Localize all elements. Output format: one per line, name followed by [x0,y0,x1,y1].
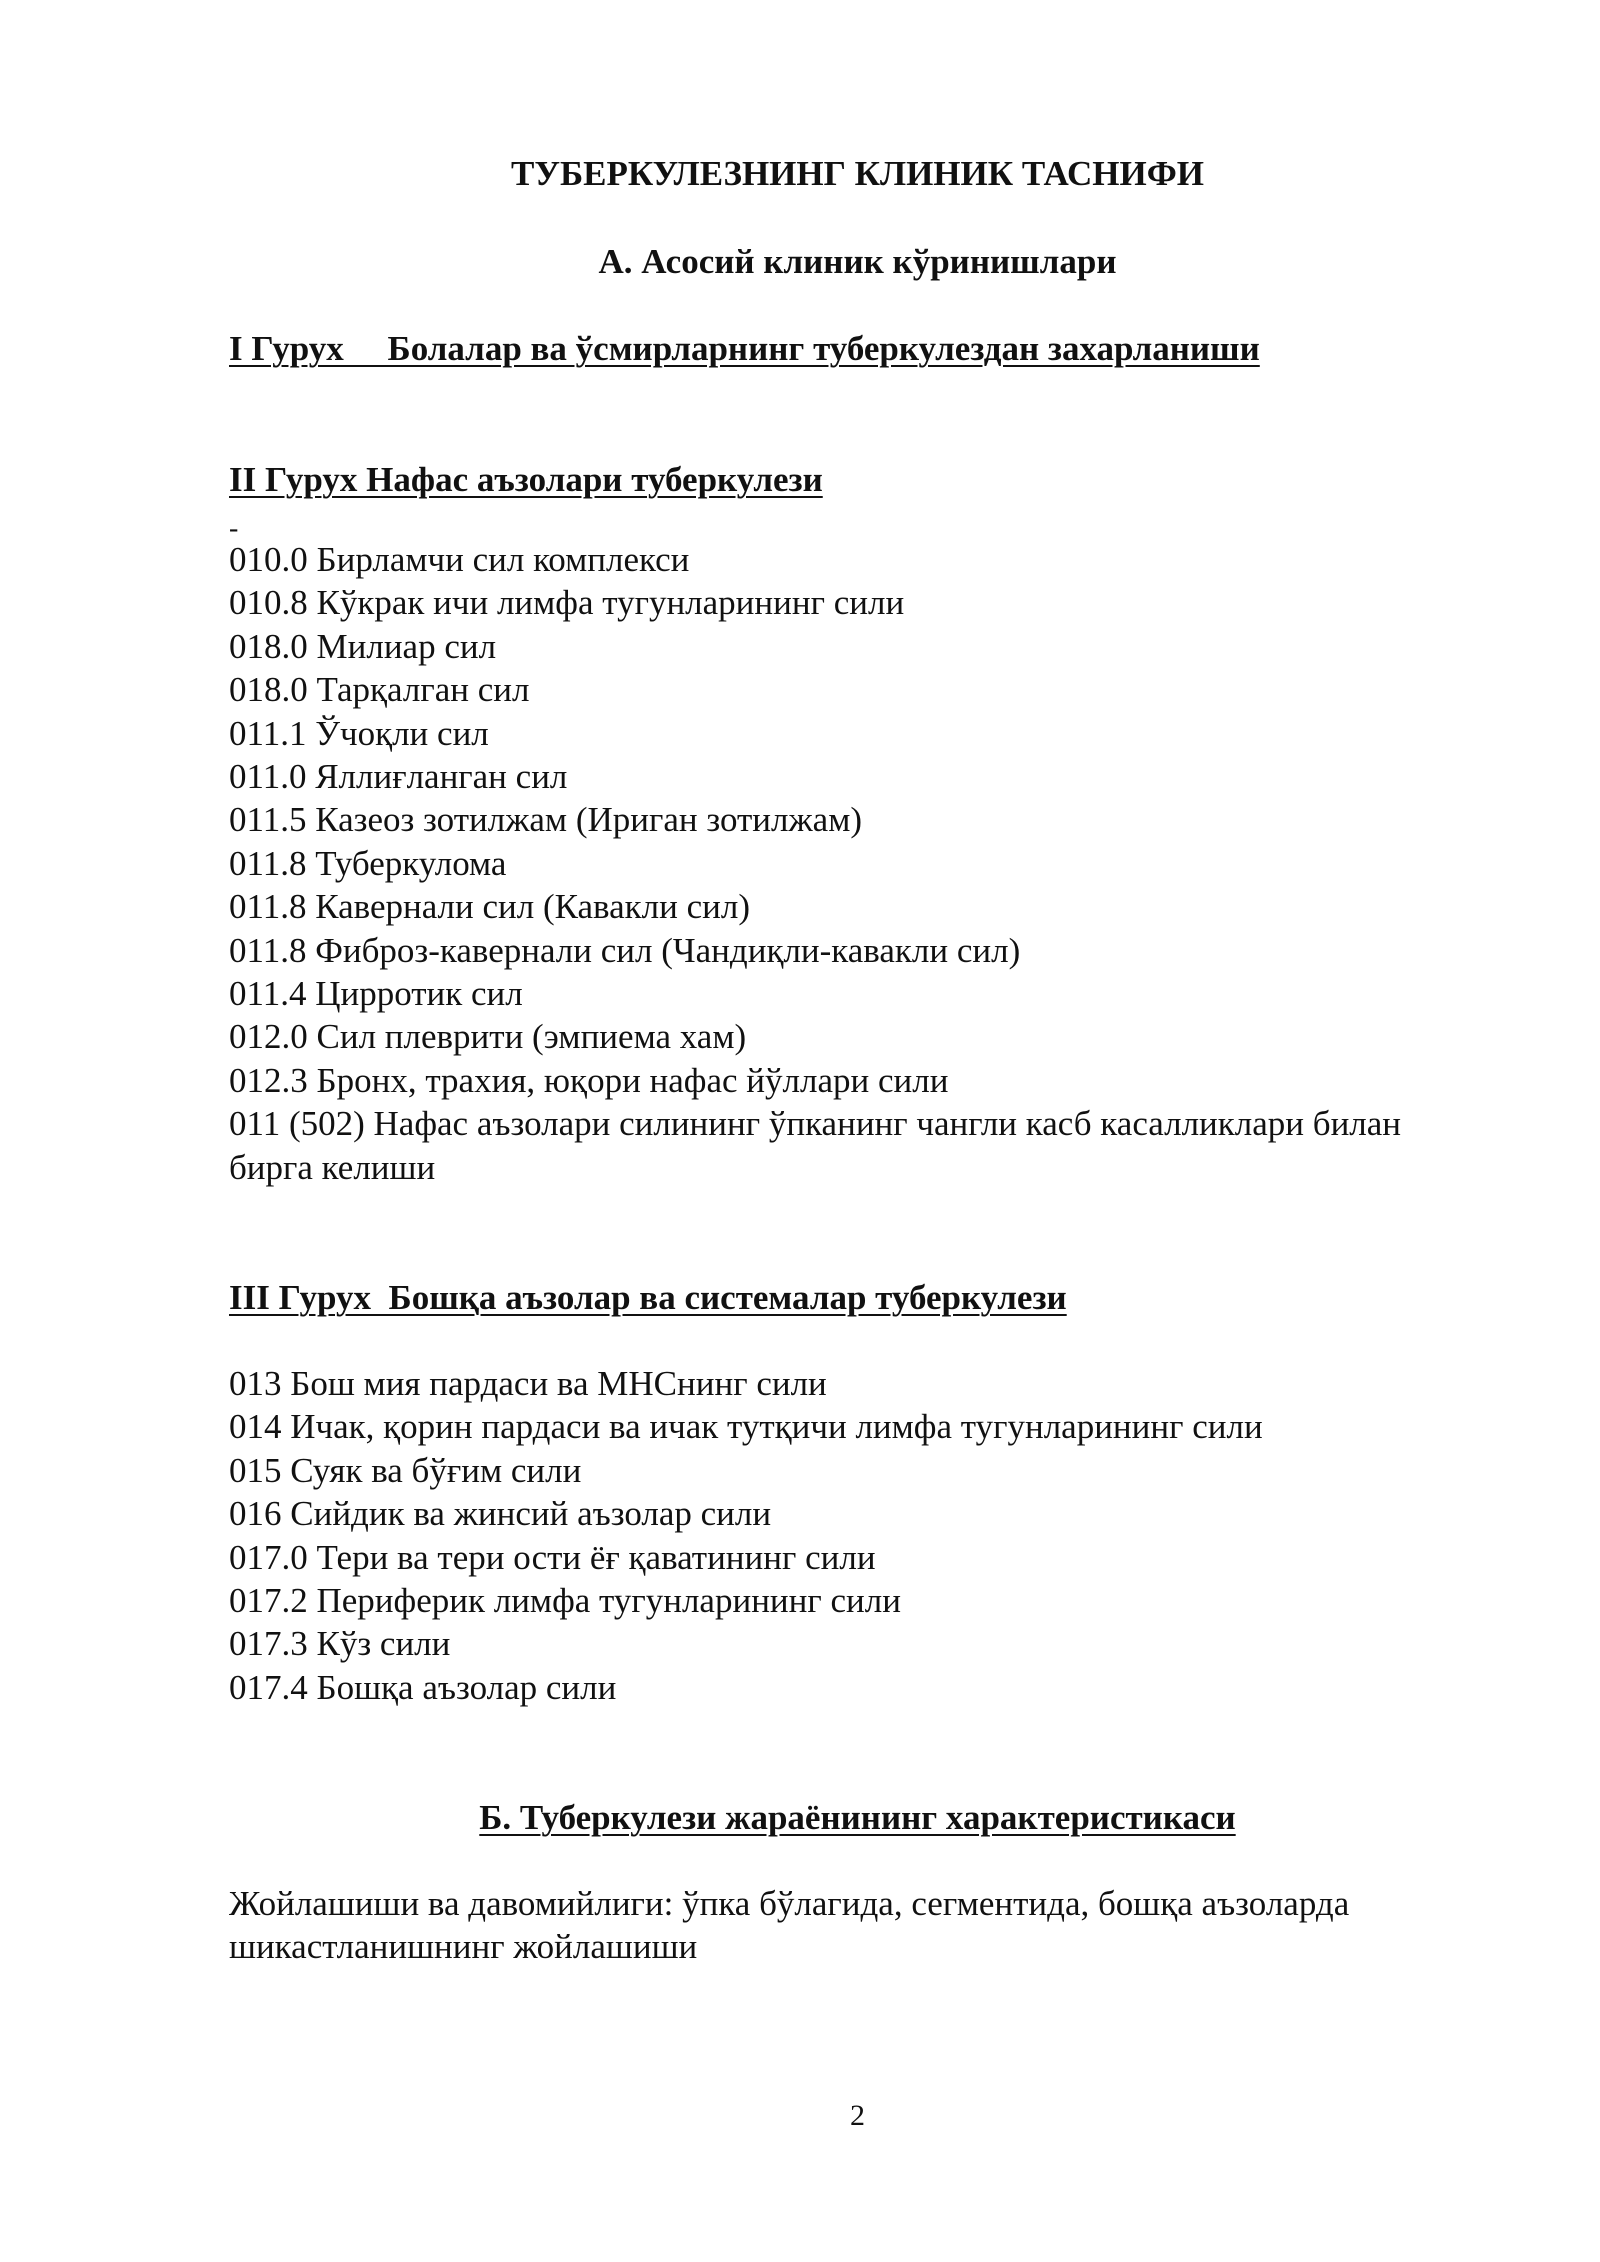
list-item: 014 Ичак, қорин пардаси ва ичак тутқичи лимфа тугунларининг сили [229,1407,1263,1447]
list-item: 010.0 Бирламчи сил комплекси [229,540,690,579]
section-a-heading: А. Асосий клиник кўринишлари [598,242,1117,281]
section-b-heading: Б. Туберкулези жараёнининг характеристикаси [479,1798,1236,1837]
list-item: 017.3 Кўз сили [229,1624,451,1664]
list-item: 013 Бош мия пардаси ва МНСнинг сили [229,1364,827,1403]
list-item: 011.8 Туберкулома [229,843,507,883]
list-item: 011.5 Казеоз зотилжам (Ириган зотилжам) [229,800,863,840]
list-item: 011.8 Кавернали сил (Кавакли сил) [229,887,750,927]
list-item: 017.2 Периферик лимфа тугунларининг сили [229,1581,901,1621]
list-item: 015 Суяк ва бўғим сили [229,1450,582,1490]
group3-heading: III Гурух Бошқа аъзолар ва системалар туберкулези [229,1278,1067,1317]
list-item: 011.0 Яллиғланган сил [229,757,568,797]
list-item: 011.1 Ўчоқли сил [229,713,489,753]
list-item: 012.3 Бронх, трахия, юқори нафас йўллари сили [229,1060,949,1100]
list-item: 016 Сийдик ва жинсий аъзолар сили [229,1494,772,1534]
list-item: 018.0 Тарқалган сил [229,670,530,710]
list-item: 017.0 Тери ва тери ости ёғ қаватининг сили [229,1537,876,1577]
document-title: ТУБЕРКУЛЕЗНИНГ КЛИНИК ТАСНИФИ [510,154,1205,193]
list-item: 018.0 Милиар сил [229,626,497,666]
group1-heading: I Гурух Болалар ва ўсмирларнинг туберкулездан захарланиши [229,329,1260,368]
group2-heading: II Гурух Нафас аъзолари туберкулези [229,460,823,499]
list-item: 011.8 Фиброз-кавернали сил (Чандиқли-кавакли сил) [229,930,1021,970]
list-item: 011 (502) Нафас аъзолари силининг ўпканинг чангли касб касалликлари билан бирга келиши [229,1104,1402,1187]
group3-list [229,1362,1263,1709]
list-item: 011.4 Цирротик сил [229,974,523,1014]
list-item: 017.4 Бошқа аъзолар сили [229,1667,617,1707]
list-item: 010.8 Кўкрак ичи лимфа тугунларининг сили [229,583,905,623]
group2-dash: - [229,513,239,544]
list-item: 012.0 Сил плеврити (эмпиема хам) [229,1017,747,1057]
group2-list [229,538,1429,1189]
page-number: 2 [850,2099,865,2132]
localization-paragraph: Жойлашиши ва давомийлиги: ўпка бўлагида, сегментида, бошқа аъзоларда шикастланишнинг жойлашиши [229,1884,1350,1967]
